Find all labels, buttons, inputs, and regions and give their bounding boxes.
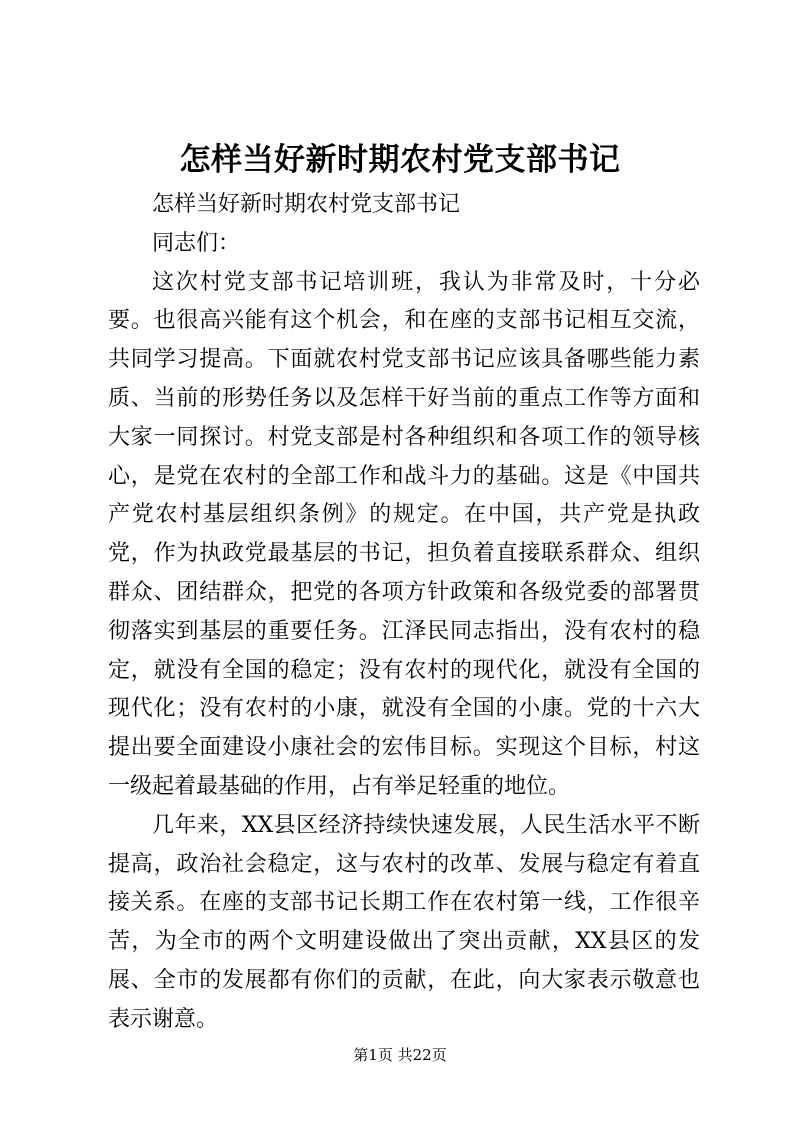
paragraph-subtitle: 怎样当好新时期农村党支部书记: [152, 192, 461, 217]
page-footer: 第1页 共22页: [353, 1046, 447, 1064]
paragraph-salutation: 同志们：: [152, 230, 241, 256]
paragraph-body-1: 这次村党支部书记培训班，我认为非常及时，十分必要。也很高兴能有这个机会，和在座的支部书记相互交流，共同学习提高。下面就农村党支部书记应该具备哪些能力素质、当前的形势任务以及怎样干好当前的重点工作等方面和大家一同探讨。村党支部是村各种组织和各项工作的领导核心，是党在农村的全部工作和战斗力的基础。这是《中国共产党农村基层组织条例》的规定。在中国，共产党是执政党，作为执政党最基层的书记，担负着直接联系群众、组织群众、团结群众，把党的各项方针政策和各级党委的部署贯彻落实到基层的重要任务。江泽民同志指出，没有农村的稳定，就没有全国的稳定；没有农村的现代化，就没有全国的现代化；没有农村的小康，就没有全国的小康。党的十六大提出要全面建设小康社会的宏伟目标。实现这个目标，村这一级起着最基础的作用，占有举足轻重的地位。: [108, 269, 700, 799]
document-title: 怎样当好新时期农村党支部书记: [179, 142, 621, 178]
document-body: [108, 186, 700, 1040]
paragraph-body-2: 几年来，XX县区经济持续快速发展，人民生活水平不断提高，政治社会稳定，这与农村的改革、发展与稳定有着直接关系。在座的支部书记长期工作在农村第一线，工作很辛苦，为全市的两个文明建设做出了突出贡献，XX县区的发展、全市的发展都有你们的贡献，在此，向大家表示敬意也表示谢意。: [108, 812, 700, 1032]
